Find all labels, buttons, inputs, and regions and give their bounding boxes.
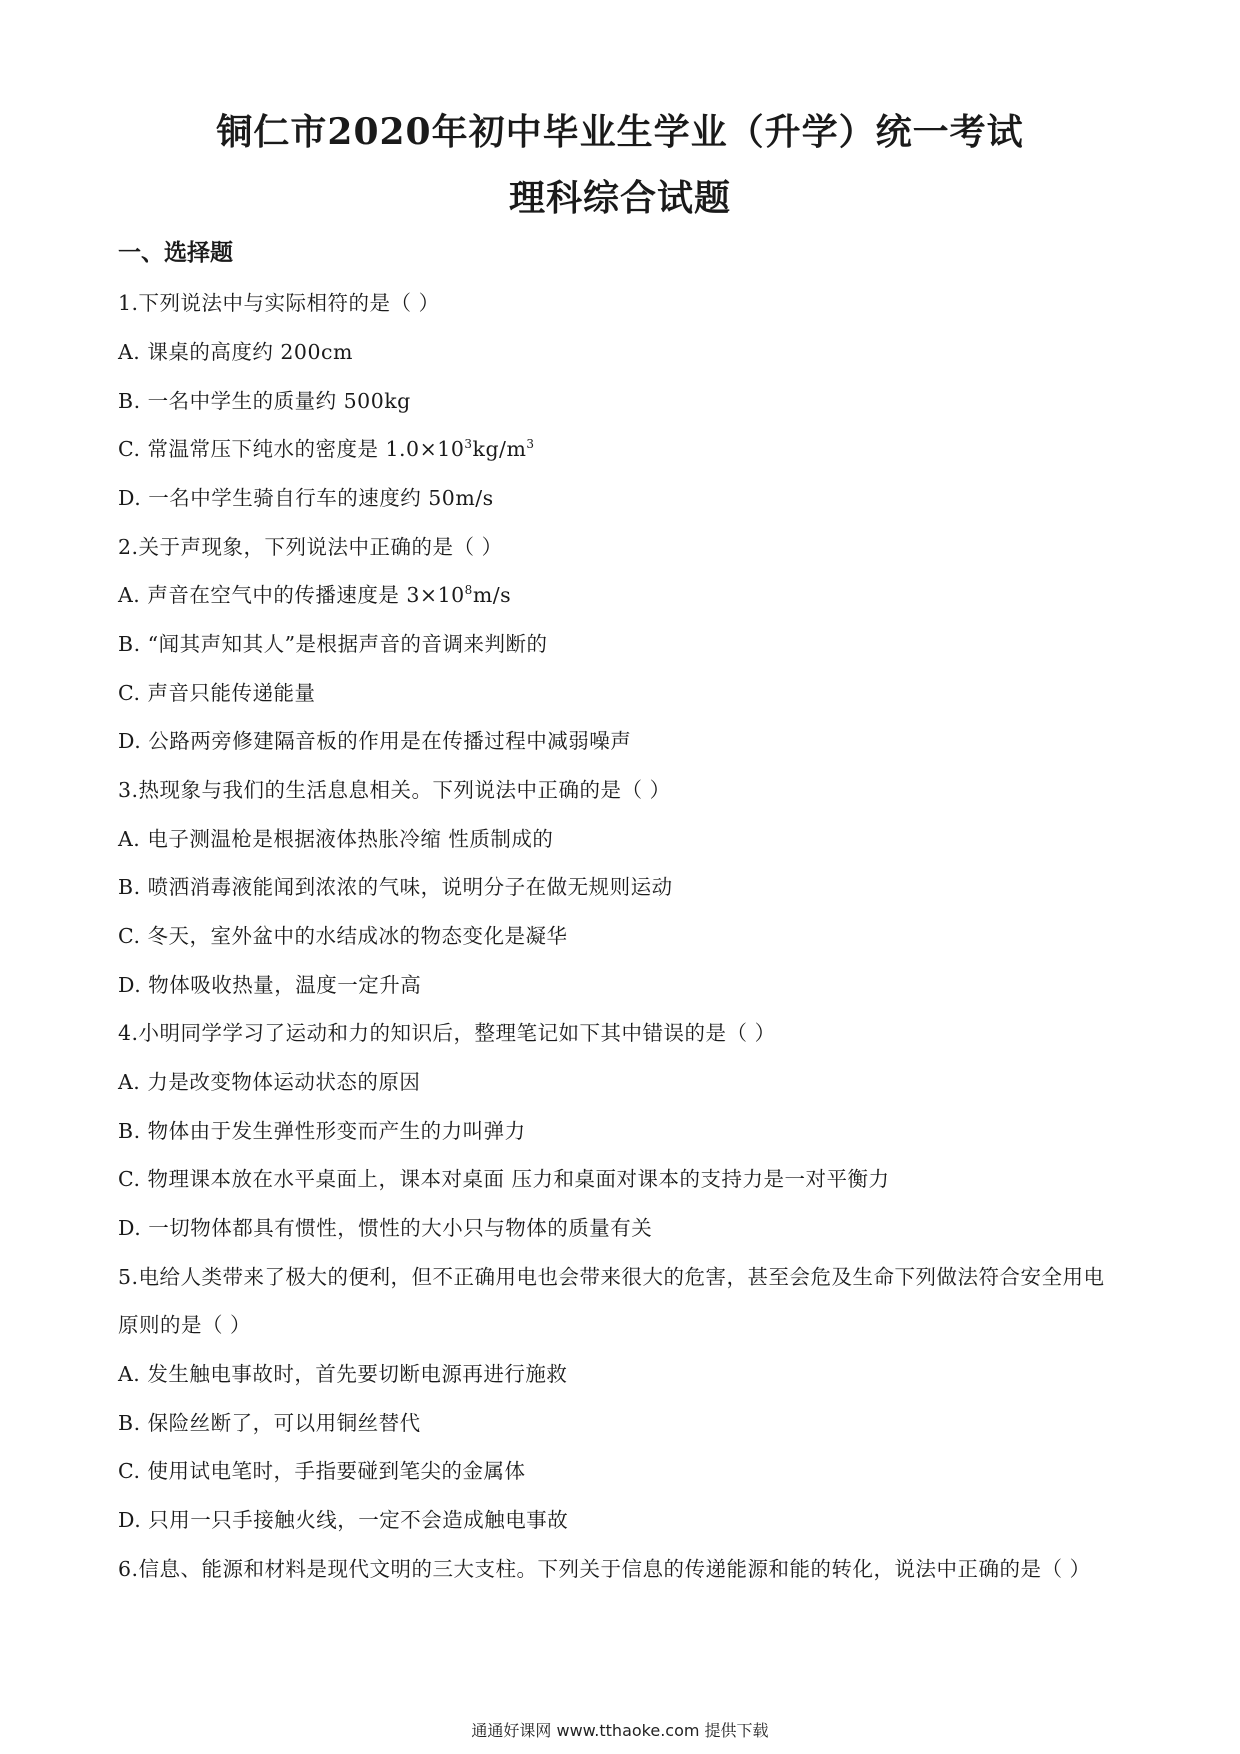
section-heading: 一、选择题 [118, 239, 233, 266]
question-3-option-b: B. 喷洒消毒液能闻到浓浓的气味，说明分子在做无规则运动 [118, 875, 673, 899]
option-text: A. 声音在空气中的传播速度是 3×10 [118, 583, 465, 607]
question-1-stem: 1.下列说法中与实际相符的是（ ） [118, 291, 440, 315]
question-4-option-b: B. 物体由于发生弹性形变而产生的力叫弹力 [118, 1119, 526, 1143]
question-3-stem: 3.热现象与我们的生活息息相关。下列说法中正确的是（ ） [118, 778, 671, 802]
question-2-option-b: B. “闻其声知其人”是根据声音的音调来判断的 [118, 632, 548, 656]
question-2-option-d: D. 公路两旁修建隔音板的作用是在传播过程中减弱噪声 [118, 729, 632, 753]
question-2-option-a [118, 578, 511, 608]
question-5-option-c: C. 使用试电笔时，手指要碰到笔尖的金属体 [118, 1459, 526, 1483]
question-2-stem: 2.关于声现象，下列说法中正确的是（ ） [118, 535, 503, 559]
question-5-stem-line-2: 原则的是（ ） [118, 1313, 252, 1337]
question-5-stem-line-1: 5.电给人类带来了极大的便利，但不正确用电也会带来很大的危害，甚至会危及生命下列做法符合安全用电 [118, 1265, 1105, 1289]
exam-title: 铜仁市2020年初中毕业生学业（升学）统一考试 [216, 111, 1024, 153]
question-1-option-b: B. 一名中学生的质量约 500kg [118, 389, 411, 413]
superscript: 3 [526, 437, 535, 452]
question-5-option-a: A. 发生触电事故时，首先要切断电源再进行施救 [118, 1362, 568, 1386]
question-4-option-d: D. 一切物体都具有惯性，惯性的大小只与物体的质量有关 [118, 1216, 653, 1240]
option-text: m/s [472, 583, 512, 607]
superscript: 8 [464, 583, 473, 598]
question-5-option-b: B. 保险丝断了，可以用铜丝替代 [118, 1411, 421, 1435]
page-footer: 通通好课网 www.tthaoke.com 提供下载 [471, 1721, 769, 1740]
option-text: C. 常温常压下纯水的密度是 1.0×10 [118, 437, 465, 461]
question-3-option-a: A. 电子测温枪是根据液体热胀冷缩 性质制成的 [118, 827, 554, 851]
question-4-option-a: A. 力是改变物体运动状态的原因 [118, 1070, 421, 1094]
question-5-option-d: D. 只用一只手接触火线，一定不会造成触电事故 [118, 1508, 569, 1532]
question-1-option-c [118, 432, 535, 462]
question-4-stem: 4.小明同学学习了运动和力的知识后，整理笔记如下其中错误的是（ ） [118, 1021, 776, 1045]
question-1-option-a: A. 课桌的高度约 200cm [118, 340, 353, 364]
option-text: kg/m [472, 437, 527, 461]
question-2-option-c: C. 声音只能传递能量 [118, 681, 316, 705]
question-4-option-c: C. 物理课本放在水平桌面上，课本对桌面 压力和桌面对课本的支持力是一对平衡力 [118, 1167, 890, 1191]
question-6-stem: 6.信息、能源和材料是现代文明的三大支柱。下列关于信息的传递能源和能的转化，说法中正确的是（ ） [118, 1557, 1091, 1581]
exam-subtitle: 理科综合试题 [508, 177, 731, 219]
superscript: 3 [464, 437, 473, 452]
question-3-option-d: D. 物体吸收热量，温度一定升高 [118, 973, 422, 997]
question-1-option-d: D. 一名中学生骑自行车的速度约 50m/s [118, 486, 494, 510]
question-3-option-c: C. 冬天，室外盆中的水结成冰的物态变化是凝华 [118, 924, 568, 948]
